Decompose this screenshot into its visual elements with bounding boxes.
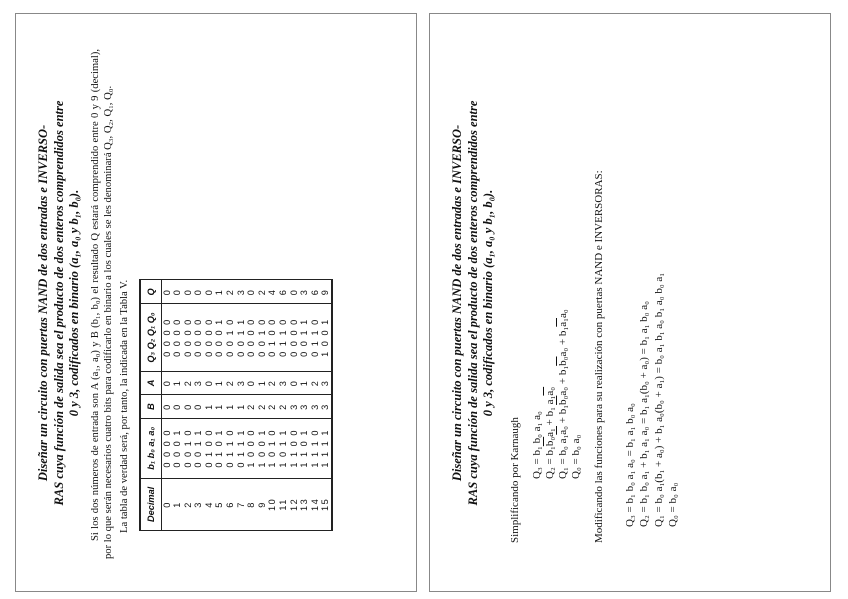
table-cell: 0 1 1 0 (310, 303, 321, 370)
karnaugh-label: Simplificando por Karnaugh (508, 416, 521, 543)
problem-title (30, 33, 83, 573)
page-right-content (444, 33, 816, 573)
table-row (172, 279, 183, 530)
table-cell: 15 (320, 478, 332, 530)
table-row (299, 279, 310, 530)
table-cell: 1 1 0 1 (299, 418, 310, 478)
table-cell: 13 (299, 478, 310, 530)
table-cell: 0 0 0 1 (172, 418, 183, 478)
page-left (15, 13, 417, 592)
table-cell: 1 (257, 371, 268, 395)
table-cell: 1 1 1 1 (320, 418, 332, 478)
table-reference: La tabla de verdad será, por tanto, la indicada en la Tabla V. (118, 279, 130, 533)
table-row (257, 279, 268, 530)
table-cell: 0 0 0 0 (161, 418, 172, 478)
table-cell: 0 (172, 279, 183, 303)
page-right (429, 13, 831, 592)
table-row (214, 279, 225, 530)
table-cell: 6 (278, 279, 289, 303)
eq-part: a₀ + b₁ (556, 365, 569, 396)
problem-title (444, 33, 497, 573)
table-cell: 3 (299, 279, 310, 303)
table-cell: 3 (320, 394, 332, 418)
table-cell: 1 (214, 371, 225, 395)
nand-label: Modificando las funciones para su realización con puertas NAND e INVERSORAS: (592, 169, 605, 543)
table-cell: 3 (236, 279, 247, 303)
table-cell: 10 (267, 478, 278, 530)
table-row (225, 279, 236, 530)
eq-negated: b₀ (556, 395, 569, 405)
table-cell: 0 (183, 279, 194, 303)
table-cell: 0 (193, 279, 204, 303)
table-cell: 9 (257, 478, 268, 530)
table-cell: 0 0 1 1 (236, 303, 247, 370)
table-row (183, 279, 194, 530)
table-cell: 1 1 0 0 (289, 418, 300, 478)
nand-equation-q3: Q₃ = b₁ b₀ a₁ a₀ = b₁ a₁ b₀ a₀ (623, 402, 636, 527)
table-cell: 3 (236, 371, 247, 395)
table-row (236, 279, 247, 530)
truth-table-body (161, 279, 332, 530)
col-a: A (140, 371, 162, 395)
table-row (193, 279, 204, 530)
col-b: B (140, 394, 162, 418)
truth-table (139, 279, 334, 531)
table-cell: 8 (246, 478, 257, 530)
table-cell: 0 0 1 1 (193, 418, 204, 478)
table-cell: 1 (236, 394, 247, 418)
equation-q1 (557, 33, 570, 479)
table-cell: 1 (225, 394, 236, 418)
table-cell: 7 (236, 478, 247, 530)
col-bits: b₁ b₀ a₁ a₀ (140, 418, 162, 478)
simplified-equations (531, 33, 583, 479)
col-decimal: Decimal (140, 478, 162, 530)
table-cell: 0 0 1 0 (225, 303, 236, 370)
page-left-content (30, 33, 402, 573)
eq-negated: b₀ (556, 355, 569, 366)
table-cell: 0 0 0 0 (183, 303, 194, 370)
table-cell: 2 (278, 394, 289, 418)
table-cell: 3 (289, 394, 300, 418)
eq-part: Q₂ = b₁ (543, 445, 556, 479)
table-cell: 5 (214, 478, 225, 530)
table-cell: 3 (193, 371, 204, 395)
table-cell: 2 (257, 279, 268, 303)
title-line: Diseñar un circuito con puertas NAND de dos entradas e INVERSO- (36, 124, 50, 481)
table-cell: 1 (214, 394, 225, 418)
title-line: Diseñar un circuito con puertas NAND de dos entradas e INVERSO- (450, 124, 464, 481)
table-cell: 0 0 0 0 (204, 303, 215, 370)
eq-part: Q₁ = b₀ a₁ (556, 434, 569, 479)
table-cell: 1 0 0 1 (320, 303, 332, 370)
table-cell: 1 (172, 371, 183, 395)
nand-equations (623, 33, 681, 527)
table-cell: 0 (289, 279, 300, 303)
table-cell: 0 0 1 0 (183, 418, 194, 478)
nand-equation-q0: Q₀ = b₀ a₀ (667, 482, 679, 527)
table-row (278, 279, 289, 530)
eq-negated: a₀ (556, 425, 569, 435)
table-cell: 0 0 0 0 (246, 303, 257, 370)
title-line: 0 y 3, codificados en binario (a₁, a₀ y b₁, b₀). (481, 189, 495, 416)
eq-negated: b₀ (543, 436, 556, 446)
table-cell: 4 (267, 279, 278, 303)
table-cell: 0 1 0 1 (214, 418, 225, 478)
table-cell: 3 (320, 371, 332, 395)
table-cell: 1 (172, 478, 183, 530)
table-cell: 0 1 1 1 (236, 418, 247, 478)
table-cell: 0 (246, 371, 257, 395)
table-cell: 2 (225, 279, 236, 303)
table-header-row (140, 279, 162, 530)
table-cell: 0 0 0 0 (193, 303, 204, 370)
eq-part: a₀ (556, 308, 569, 318)
table-cell: 0 1 0 0 (204, 418, 215, 478)
table-cell: 2 (257, 394, 268, 418)
table-cell: 3 (310, 394, 321, 418)
table-cell: 0 0 1 1 (299, 303, 310, 370)
table-cell: 3 (299, 394, 310, 418)
table-cell: 1 (214, 279, 225, 303)
table-cell: 0 0 0 0 (161, 303, 172, 370)
table-cell: 9 (320, 279, 332, 303)
table-row (246, 279, 257, 530)
table-cell: 0 (289, 371, 300, 395)
table-cell: 0 (183, 394, 194, 418)
table-cell: 1 (299, 371, 310, 395)
table-cell: 0 (204, 279, 215, 303)
table-cell: 2 (183, 371, 194, 395)
table-cell: 14 (310, 478, 321, 530)
table-cell: 0 (246, 279, 257, 303)
table-cell: 0 (161, 279, 172, 303)
title-line: RAS cuya función de salida sea el producto de dos enteros comprendidos entre (51, 100, 66, 505)
table-cell: 0 0 0 0 (289, 303, 300, 370)
eq-part: a₁ + b₁ a₁ (543, 395, 556, 437)
table-cell: 2 (183, 478, 194, 530)
eq-part: + b₁ (556, 404, 569, 426)
table-cell: 0 (172, 394, 183, 418)
table-cell: 0 (161, 478, 172, 530)
table-cell: 0 1 1 0 (278, 303, 289, 370)
table-cell: 2 (267, 394, 278, 418)
equation-q3: Q₃ = b₁ b₀ a₁ a₀ (530, 410, 543, 479)
table-row (310, 279, 321, 530)
table-cell: 3 (278, 371, 289, 395)
table-row (289, 279, 300, 530)
table-cell: 0 0 0 1 (214, 303, 225, 370)
intro-paragraph: Si los dos números de entrada son A (a₁, a₀) y B (b₁, b₀) el resultado Q estará comprendido entre 0 y 9 (decimal), por lo que serán necesarios cuatro bits para codificarlo en binario a los cuales se les denominará Q₃, Q₂, Q₁, Q₀. (89, 48, 114, 559)
col-q: Q (140, 279, 162, 303)
equation-q2 (544, 33, 557, 479)
table-cell: 2 (225, 371, 236, 395)
table-cell: 4 (204, 478, 215, 530)
table-cell: 3 (193, 478, 204, 530)
table-cell: 1 1 1 0 (310, 418, 321, 478)
table-cell: 11 (278, 478, 289, 530)
equation-q0: Q₀ = b₀ a₀ (569, 434, 582, 479)
table-cell: 0 0 1 0 (257, 303, 268, 370)
nand-equation-q2: Q₂ = b₁ b₀ a₁ + b₁ a₁ a₀ = b₁ a₁(b₀ + a₀) = b₁ a₁ b₀ a₀ (638, 300, 650, 527)
table-cell: 0 (161, 371, 172, 395)
table-cell: 1 0 1 0 (267, 418, 278, 478)
eq-negated: a₁ (556, 317, 569, 327)
title-line: 0 y 3, codificados en binario (a₁, a₀ y b₁, b₀). (67, 189, 81, 416)
table-cell: 12 (289, 478, 300, 530)
table-cell: 2 (246, 394, 257, 418)
table-cell: 6 (225, 478, 236, 530)
table-cell: 0 (193, 394, 204, 418)
table-cell: 0 (161, 394, 172, 418)
table-cell: 0 1 1 0 (225, 418, 236, 478)
table-cell: 2 (267, 371, 278, 395)
table-cell: 2 (310, 371, 321, 395)
eq-negated: a₀ (543, 386, 556, 396)
table-row (161, 279, 172, 530)
table-cell: 0 1 0 0 (267, 303, 278, 370)
table-cell: 1 0 0 0 (246, 418, 257, 478)
col-q-bits: Q₃ Q₂ Q₁ Q₀ (140, 303, 162, 370)
table-cell: 1 0 0 1 (257, 418, 268, 478)
title-line: RAS cuya función de salida sea el producto de dos enteros comprendidos entre (465, 100, 480, 505)
table-cell: 1 0 1 1 (278, 418, 289, 478)
nand-equation-q1: Q₁ = b₀ a₁(b₁ + a₀) + b₁ a₀(b₀ + a₁) = b₀ a₁ b₁ a₀ b₁ a₀ b₀ a₁ (652, 272, 665, 527)
table-cell: 6 (310, 279, 321, 303)
table-cell: 0 (204, 371, 215, 395)
table-row (267, 279, 278, 530)
table-row (204, 279, 215, 530)
table-row (320, 279, 332, 530)
table-cell: 0 0 0 0 (172, 303, 183, 370)
table-cell: 1 (204, 394, 215, 418)
eq-part: a₀ + b₁ (556, 326, 569, 356)
